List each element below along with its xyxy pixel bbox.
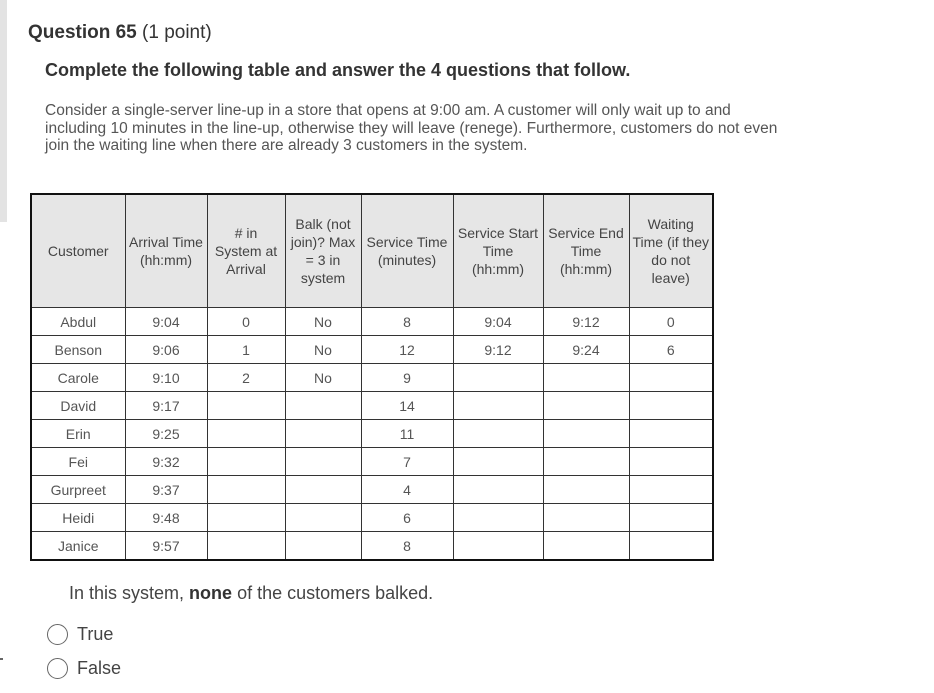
customer-name-cell: David — [31, 392, 125, 420]
table-cell: No — [285, 336, 361, 364]
option-false-label: False — [77, 658, 122, 678]
table-cell: 2 — [207, 364, 285, 392]
customer-name-cell: Fei — [31, 448, 125, 476]
table-cell: 14 — [361, 392, 453, 420]
table-cell: 9:06 — [125, 336, 207, 364]
table-cell: 9:10 — [125, 364, 207, 392]
customer-name-cell: Gurpreet — [31, 476, 125, 504]
table-cell — [629, 448, 713, 476]
left-rail — [0, 0, 7, 222]
customer-name-cell: Heidi — [31, 504, 125, 532]
table-cell — [285, 392, 361, 420]
column-header: Waiting Time (if they do not leave) — [629, 194, 713, 308]
column-header: # in System at Arrival — [207, 194, 285, 308]
column-header: Service End Time (hh:mm) — [543, 194, 629, 308]
table-row — [31, 504, 713, 532]
instruction-text: Complete the following table and answer the 4 questions that follow. — [45, 60, 631, 80]
table-cell — [453, 532, 543, 561]
customer-name-cell: Abdul — [31, 308, 125, 336]
table-cell: 11 — [361, 420, 453, 448]
table-cell — [453, 476, 543, 504]
table-cell: 9:24 — [543, 336, 629, 364]
table-cell — [207, 392, 285, 420]
table-cell — [629, 420, 713, 448]
statement-prefix: In this system, — [69, 583, 185, 603]
table-cell: 8 — [361, 532, 453, 561]
table-cell: 7 — [361, 448, 453, 476]
table-cell — [285, 476, 361, 504]
table-row — [31, 308, 713, 336]
problem-description: Consider a single-server line-up in a store that opens at 9:00 am. A customer will only wait up to and including 10 minutes in the line-up, otherwise they will leave (renege). Furthermore, customers do not even join the waiting line when there are already 3 customers in the system. — [45, 102, 778, 154]
column-header: Service Start Time (hh:mm) — [453, 194, 543, 308]
table-cell: 1 — [207, 336, 285, 364]
option-true-label: True — [77, 624, 114, 644]
table-cell: 4 — [361, 476, 453, 504]
statement-suffix: of the customers balked. — [237, 583, 434, 603]
radio-button-true[interactable] — [47, 624, 68, 645]
table-cell: 9:12 — [543, 308, 629, 336]
table-row — [31, 476, 713, 504]
table-cell — [453, 364, 543, 392]
table-cell: No — [285, 308, 361, 336]
table-cell: 9:48 — [125, 504, 207, 532]
table-cell — [543, 476, 629, 504]
customer-name-cell: Erin — [31, 420, 125, 448]
table-cell — [543, 448, 629, 476]
table-cell — [629, 364, 713, 392]
table-cell: 9 — [361, 364, 453, 392]
table-cell — [543, 364, 629, 392]
table-row — [31, 448, 713, 476]
table-row — [31, 420, 713, 448]
table-cell — [207, 420, 285, 448]
table-cell: 9:17 — [125, 392, 207, 420]
table-row — [31, 364, 713, 392]
table-cell — [207, 476, 285, 504]
table-cell: 9:04 — [453, 308, 543, 336]
table-row — [31, 532, 713, 561]
table-cell — [285, 532, 361, 561]
customer-name-cell: Benson — [31, 336, 125, 364]
table-cell — [285, 448, 361, 476]
table-cell: 0 — [207, 308, 285, 336]
table-body — [31, 308, 713, 561]
table-cell: 9:37 — [125, 476, 207, 504]
question-points: (1 point) — [142, 22, 212, 43]
table-cell: 12 — [361, 336, 453, 364]
table-header-row — [31, 194, 713, 308]
table-cell — [543, 420, 629, 448]
left-margin-mark — [0, 658, 3, 660]
column-header: Arrival Time (hh:mm) — [125, 194, 207, 308]
table-cell — [629, 504, 713, 532]
table-cell — [629, 532, 713, 561]
table-cell: 9:32 — [125, 448, 207, 476]
question-header — [28, 22, 212, 44]
table-cell — [453, 504, 543, 532]
column-header: Balk (not join)? Max = 3 in system — [285, 194, 361, 308]
table-cell — [629, 476, 713, 504]
question-statement — [69, 583, 433, 604]
table-cell — [285, 504, 361, 532]
table-cell — [629, 392, 713, 420]
table-cell — [543, 392, 629, 420]
table-cell — [453, 448, 543, 476]
queue-table — [30, 193, 714, 561]
question-number: Question 65 — [28, 22, 137, 43]
table-cell — [207, 532, 285, 561]
table-row — [31, 336, 713, 364]
table-cell: 6 — [629, 336, 713, 364]
table-cell: 0 — [629, 308, 713, 336]
table-cell — [453, 420, 543, 448]
statement-emphasis: none — [189, 583, 233, 603]
table-cell: No — [285, 364, 361, 392]
table-cell — [207, 504, 285, 532]
option-false[interactable] — [47, 658, 121, 679]
table-cell — [207, 448, 285, 476]
table-cell — [453, 392, 543, 420]
table-cell: 8 — [361, 308, 453, 336]
table-cell: 6 — [361, 504, 453, 532]
table-cell: 9:25 — [125, 420, 207, 448]
table-row — [31, 392, 713, 420]
table-cell: 9:57 — [125, 532, 207, 561]
column-header: Customer — [31, 194, 125, 308]
table-cell — [543, 532, 629, 561]
table-cell — [285, 420, 361, 448]
table-cell — [543, 504, 629, 532]
customer-name-cell: Janice — [31, 532, 125, 561]
column-header: Service Time (minutes) — [361, 194, 453, 308]
customer-name-cell: Carole — [31, 364, 125, 392]
table-cell: 9:04 — [125, 308, 207, 336]
radio-button-false[interactable] — [47, 658, 68, 679]
table-cell: 9:12 — [453, 336, 543, 364]
option-true[interactable] — [47, 624, 113, 645]
